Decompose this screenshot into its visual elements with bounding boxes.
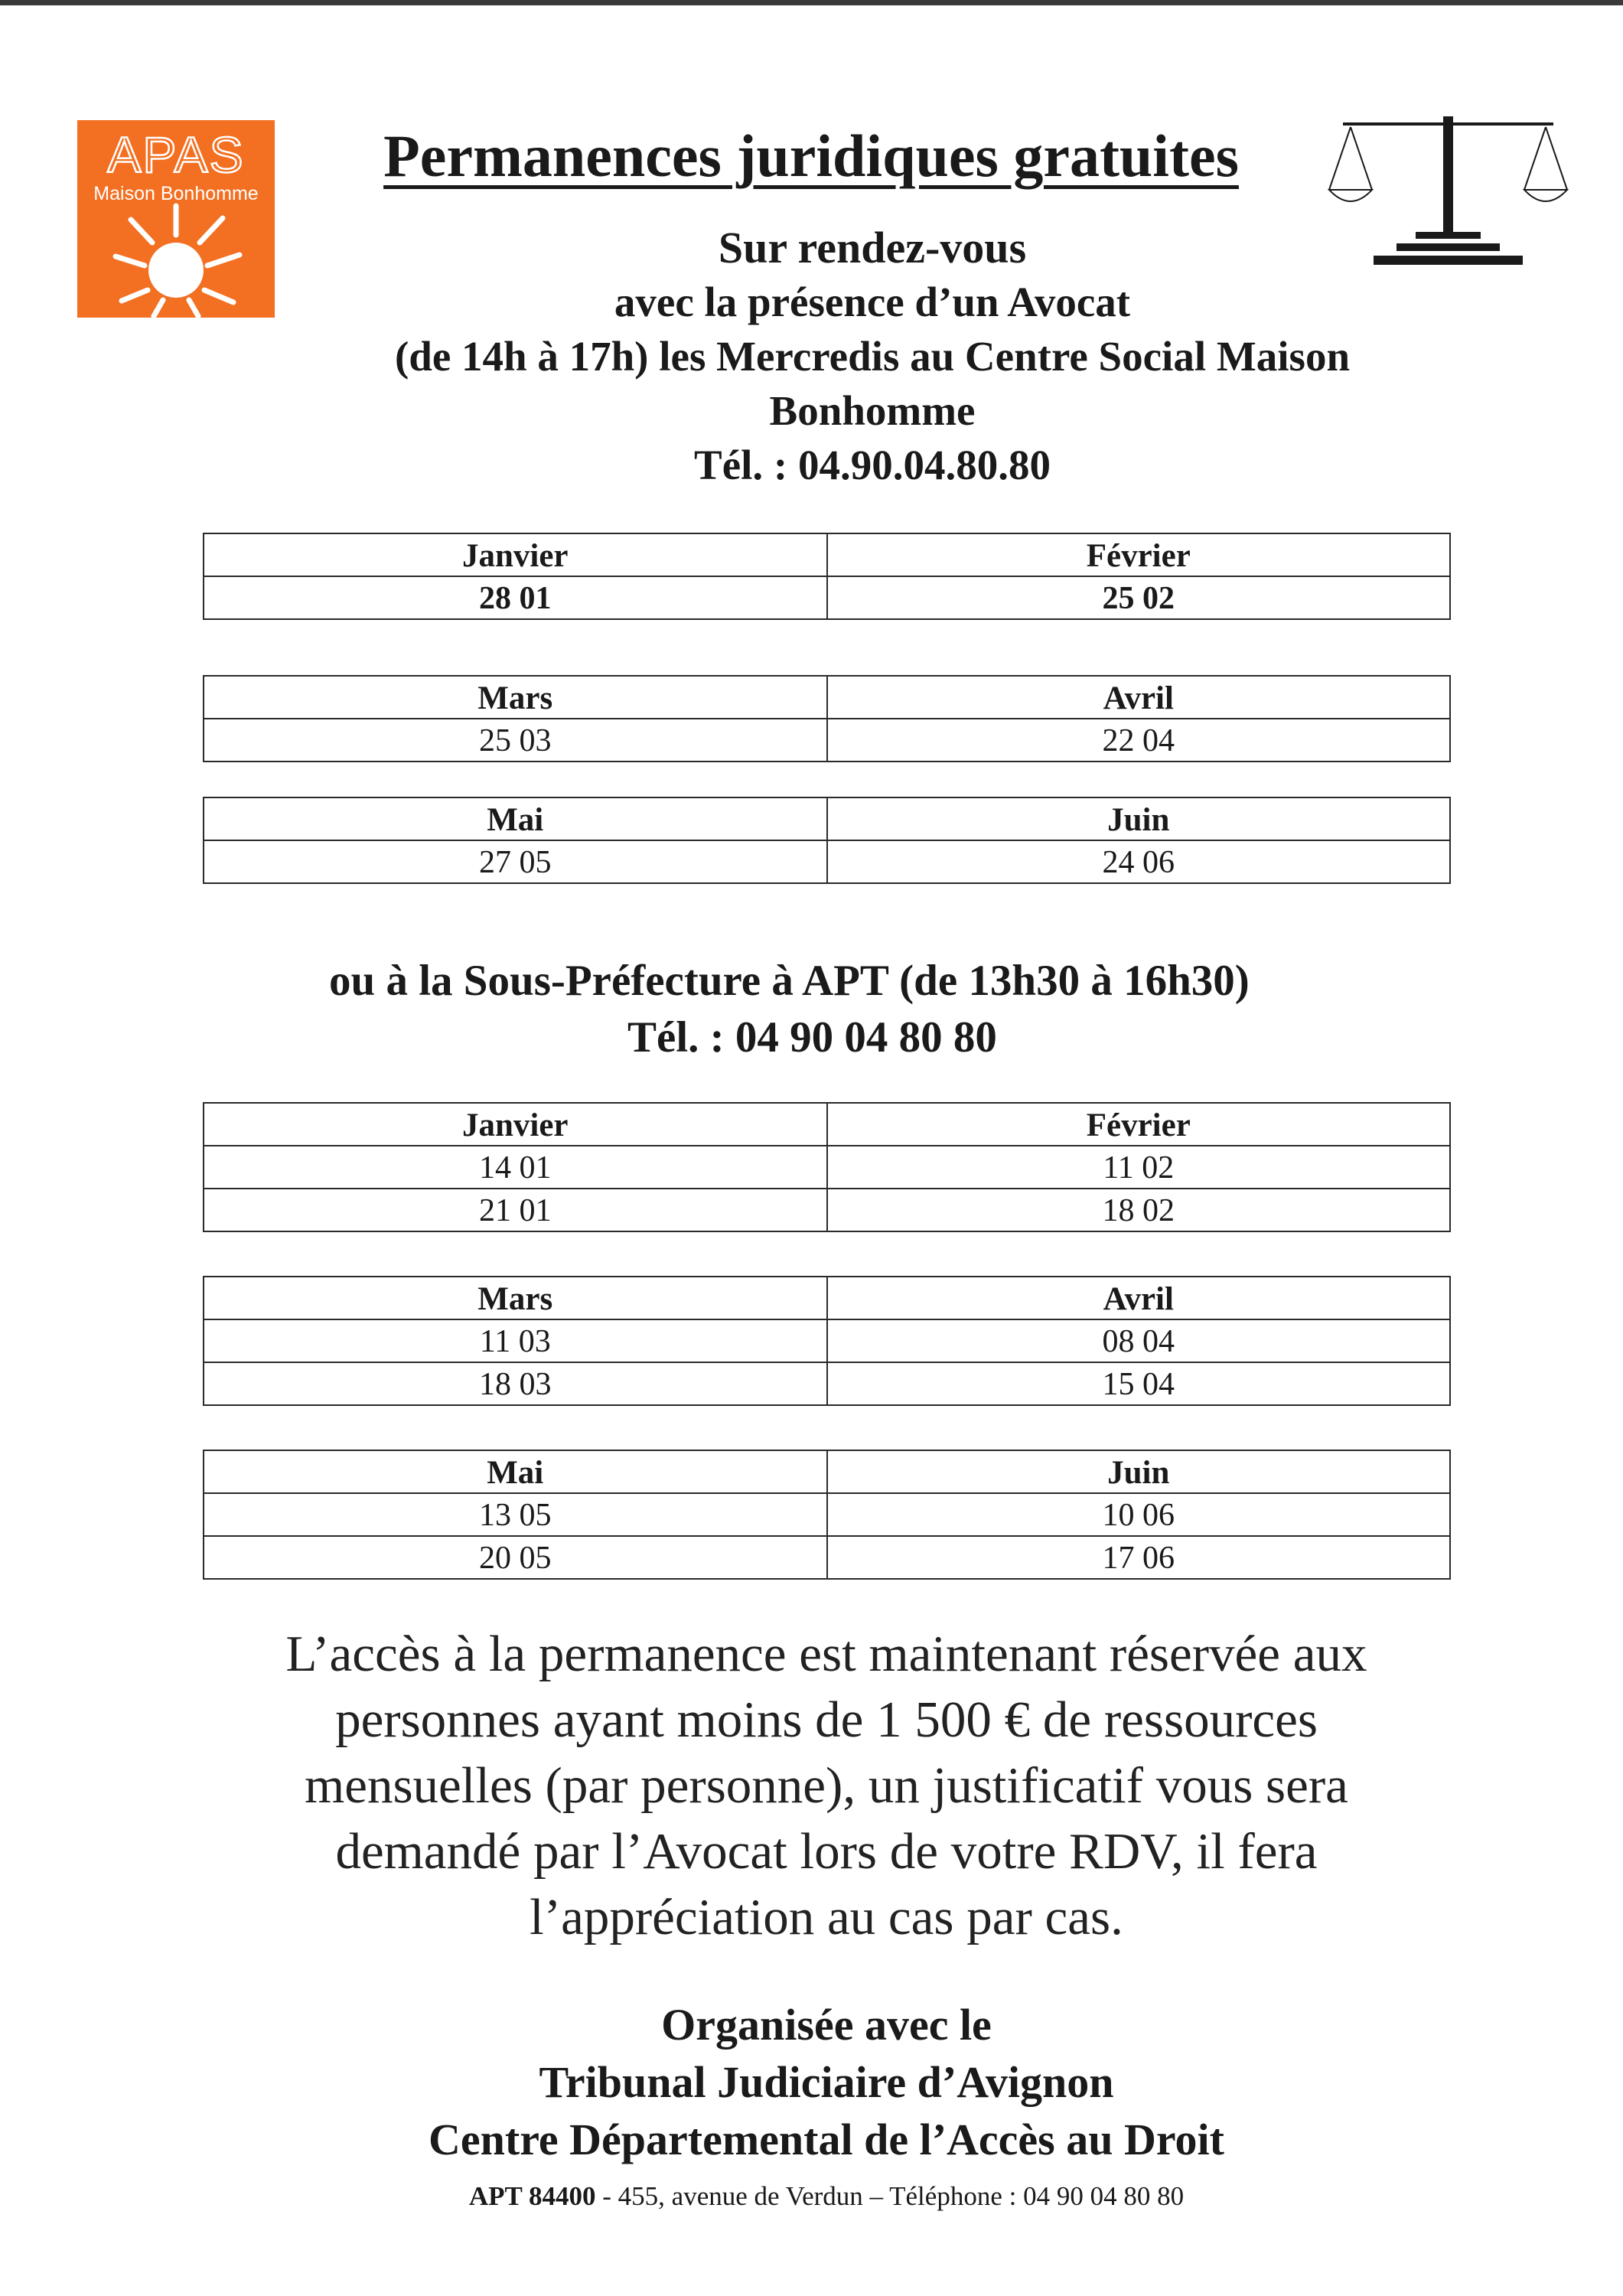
eligibility-notice [161,1621,1492,1950]
date-cell: 11 03 [204,1319,827,1362]
month-header: Janvier [204,1103,827,1146]
top-border-line [0,0,1623,5]
month-header: Février [827,1103,1451,1146]
schedule-table-mar-apr [203,675,1451,762]
schedule-table-may-jun [203,797,1451,884]
date-cell: 15 04 [827,1362,1451,1405]
month-header: Juin [827,1450,1451,1493]
date-cell: 18 03 [204,1362,827,1405]
logo-subtitle: Maison Bonhomme [93,183,259,204]
apt-table-may-jun [203,1450,1451,1580]
date-cell: 21 01 [204,1189,827,1231]
hours-line: (de 14h à 17h) les Mercredis au Centre Social Maison [394,333,1351,380]
notice-line: l’appréciation au cas par cas. [530,1889,1123,1945]
notice-line: personnes ayant moins de 1 500 € de ressources [335,1691,1318,1748]
month-header: Avril [827,1277,1451,1319]
organizer-cdad: Centre Départemental de l’Accès au Droit [429,2115,1224,2164]
lawyer-line: avec la présence d’un Avocat [614,279,1131,325]
month-header: Mai [204,797,827,840]
date-cell: 25 03 [204,719,827,762]
date-cell: 08 04 [827,1319,1451,1362]
date-cell: 25 02 [827,576,1451,619]
date-cell: 13 05 [204,1493,827,1536]
month-header: Février [827,533,1451,576]
month-header: Janvier [204,533,827,576]
date-cell: 17 06 [827,1536,1451,1579]
appointment-line: Sur rendez-vous [718,223,1027,272]
organizers [230,1996,1423,2168]
date-cell: 22 04 [827,719,1451,762]
organizer-intro: Organisée avec le [661,2000,992,2050]
month-header: Juin [827,797,1451,840]
date-cell: 18 02 [827,1189,1451,1231]
notice-line: demandé par l’Avocat lors de votre RDV, il fera [335,1823,1318,1880]
apt-section [199,953,1623,1066]
organizer-tribunal: Tribunal Judiciaire d’Avignon [539,2057,1114,2107]
month-header: Mai [204,1450,827,1493]
logo-sun [148,243,204,298]
month-header: Mars [204,1277,827,1319]
logo-name: APAS [107,126,245,183]
month-header: Mars [204,676,827,719]
intro-text [199,220,1546,492]
notice-line: mensuelles (par personne), un justificatif vous sera [305,1757,1348,1814]
date-cell: 27 05 [204,840,827,883]
phone-line: Tél. : 04.90.04.80.80 [694,442,1051,488]
page-title: Permanences juridiques gratuites [383,122,1239,189]
date-cell: 10 06 [827,1493,1451,1536]
notice-line: L’accès à la permanence est maintenant réservée aux [285,1626,1367,1682]
date-cell: 28 01 [204,576,827,619]
month-header: Avril [827,676,1451,719]
date-cell: 14 01 [204,1146,827,1189]
schedule-table-jan-feb [203,533,1451,620]
date-cell: 24 06 [827,840,1451,883]
address-city: APT 84400 [468,2181,596,2211]
date-cell: 11 02 [827,1146,1451,1189]
date-cell: 20 05 [204,1536,827,1579]
address-line [230,2181,1423,2212]
address-details: - 455, avenue de Verdun – Téléphone : 04 90 04 80 80 [595,2181,1185,2211]
apt-phone-line: Tél. : 04 90 04 80 80 [627,1013,997,1062]
apt-location-line: ou à la Sous-Préfecture à APT (de 13h30 à 16h30) [329,957,1250,1005]
location-line: Bonhomme [769,387,976,434]
apt-table-mar-apr [203,1276,1451,1406]
apt-table-jan-feb [203,1102,1451,1232]
